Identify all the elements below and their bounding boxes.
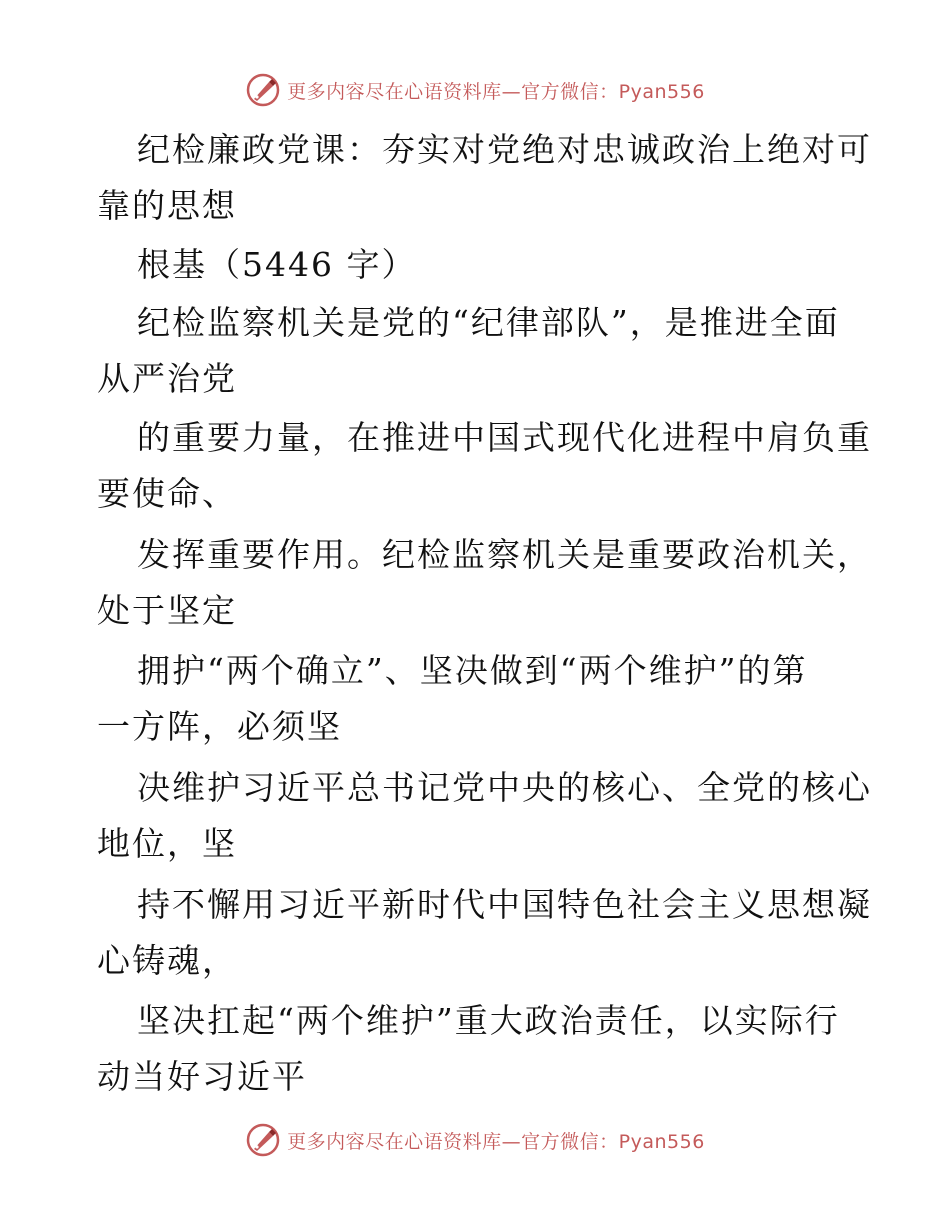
line-continuation: 要使命、 xyxy=(97,474,237,513)
footer-banner xyxy=(0,1120,950,1160)
paragraph-line-1 xyxy=(97,122,872,234)
paragraph-line-2 xyxy=(97,237,857,293)
line-text: 根基（5446 字） xyxy=(137,245,417,284)
paragraph-line-9 xyxy=(97,993,857,1105)
header-banner-text: 更多内容尽在心语资料库—官方微信：Pyan556 xyxy=(287,80,705,103)
paragraph-line-3 xyxy=(97,295,857,407)
line-text: 决维护习近平总书记党中央的核心、全党的核心 xyxy=(137,768,872,807)
line-continuation: 处于坚定 xyxy=(97,591,237,630)
line-text: 纪检监察机关是党的“纪律部队”，是推进全面 xyxy=(137,303,840,342)
paragraph-line-4 xyxy=(97,410,872,522)
line-continuation: 从严治党 xyxy=(97,359,237,398)
paragraph-line-6 xyxy=(97,643,857,755)
line-continuation: 心铸魂， xyxy=(97,941,237,980)
line-text: 的重要力量，在推进中国式现代化进程中肩负重 xyxy=(137,418,872,457)
header-banner xyxy=(0,70,950,110)
paragraph-line-7 xyxy=(97,760,872,872)
fountain-pen-logo-icon xyxy=(245,72,281,108)
line-text: 纪检廉政党课：夯实对党绝对忠诚政治上绝对可 xyxy=(137,130,872,169)
line-continuation: 地位，坚 xyxy=(97,824,237,863)
line-text: 拥护“两个确立”、坚决做到“两个维护”的第 xyxy=(137,651,808,690)
line-continuation: 靠的思想 xyxy=(97,186,237,225)
line-continuation: 一方阵，必须坚 xyxy=(97,707,342,746)
line-continuation: 动当好习近平 xyxy=(97,1057,307,1096)
line-text: 持不懈用习近平新时代中国特色社会主义思想凝 xyxy=(137,885,872,924)
footer-banner-text: 更多内容尽在心语资料库—官方微信：Pyan556 xyxy=(287,1130,705,1153)
line-text: 发挥重要作用。纪检监察机关是重要政治机关， xyxy=(137,535,872,574)
paragraph-line-8 xyxy=(97,877,872,989)
fountain-pen-logo-icon xyxy=(245,1122,281,1158)
paragraph-line-5 xyxy=(97,527,872,639)
line-text: 坚决扛起“两个维护”重大政治责任，以实际行 xyxy=(137,1001,840,1040)
